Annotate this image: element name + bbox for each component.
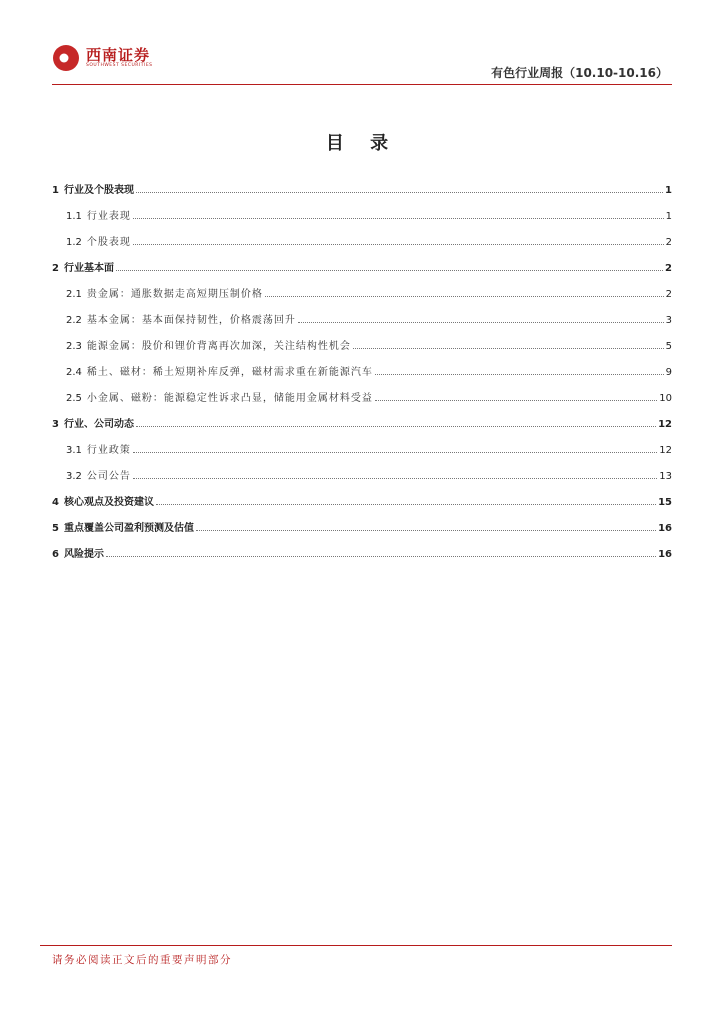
toc-entry-page: 12: [659, 445, 672, 456]
toc-entry-number: 2.4: [66, 367, 82, 378]
toc-leader-dots: [136, 192, 663, 193]
toc-entry-number: 4: [52, 497, 59, 508]
toc-leader-dots: [196, 530, 656, 531]
toc-entry-number: 3.1: [66, 445, 82, 456]
toc-entry-3-1[interactable]: [52, 430, 672, 456]
toc-entry-number: 3: [52, 419, 59, 430]
toc-leader-dots: [136, 426, 656, 427]
table-of-contents: [52, 170, 672, 560]
toc-entry-number: 2.2: [66, 315, 82, 326]
toc-leader-dots: [375, 400, 657, 401]
toc-entry-3-2[interactable]: [52, 456, 672, 482]
toc-entry-number: 5: [52, 523, 59, 534]
toc-entry-4[interactable]: [52, 482, 672, 508]
toc-leader-dots: [298, 322, 664, 323]
toc-entry-number: 6: [52, 549, 59, 560]
toc-entry-number: 1: [52, 185, 59, 196]
toc-entry-text: 行业政策: [86, 445, 131, 456]
toc-leader-dots: [133, 244, 664, 245]
toc-entry-number: 1.1: [66, 211, 82, 222]
company-logo: [52, 40, 153, 76]
toc-entry-number: 2.1: [66, 289, 82, 300]
footer-divider: [40, 945, 672, 946]
toc-entry-text: 核心观点及投资建议: [63, 497, 154, 508]
toc-entry-3[interactable]: [52, 404, 672, 430]
toc-entry-number: 2.5: [66, 393, 82, 404]
toc-entry-page: 16: [658, 523, 672, 534]
toc-entry-page: 15: [658, 497, 672, 508]
toc-leader-dots: [133, 478, 657, 479]
toc-entry-text: 个股表现: [86, 237, 131, 248]
toc-leader-dots: [156, 504, 656, 505]
toc-leader-dots: [353, 348, 664, 349]
toc-leader-dots: [133, 452, 657, 453]
toc-entry-page: 13: [659, 471, 672, 482]
toc-entry-page: 1: [665, 185, 672, 196]
toc-entry-page: 12: [658, 419, 672, 430]
toc-entry-text: 贵金属：通胀数据走高短期压制价格: [86, 289, 263, 300]
toc-title: 目 录: [325, 133, 399, 154]
toc-entry-2[interactable]: [52, 248, 672, 274]
toc-entry-2-4[interactable]: [52, 352, 672, 378]
toc-entry-text: 重点覆盖公司盈利预测及估值: [63, 523, 194, 534]
toc-leader-dots: [106, 556, 656, 557]
toc-entry-2-2[interactable]: [52, 300, 672, 326]
toc-entry-1-1[interactable]: [52, 196, 672, 222]
toc-entry-text: 行业及个股表现: [63, 185, 134, 196]
page-header: [52, 40, 672, 86]
toc-entry-text: 能源金属：股价和锂价背离再次加深，关注结构性机会: [86, 341, 351, 352]
toc-leader-dots: [116, 270, 663, 271]
toc-entry-text: 公司公告: [86, 471, 131, 482]
toc-entry-page: 9: [665, 367, 672, 378]
toc-leader-dots: [375, 374, 664, 375]
toc-entry-text: 稀土、磁材：稀土短期补库反弹，磁材需求重在新能源汽车: [86, 367, 373, 378]
toc-entry-2-1[interactable]: [52, 274, 672, 300]
logo-emblem-icon: [52, 44, 80, 72]
toc-entry-text: 行业基本面: [63, 263, 114, 274]
toc-entry-number: 1.2: [66, 237, 82, 248]
toc-entry-5[interactable]: [52, 508, 672, 534]
toc-entry-text: 行业、公司动态: [63, 419, 134, 430]
toc-entry-number: 3.2: [66, 471, 82, 482]
toc-entry-text: 基本金属：基本面保持韧性，价格震荡回升: [86, 315, 296, 326]
toc-leader-dots: [265, 296, 664, 297]
header-divider: [52, 84, 672, 85]
toc-entry-page: 2: [665, 263, 672, 274]
toc-leader-dots: [133, 218, 664, 219]
toc-entry-text: 风险提示: [63, 549, 104, 560]
toc-entry-page: 16: [658, 549, 672, 560]
report-title: 有色行业周报（10.10-10.16）: [491, 66, 668, 80]
toc-entry-2-5[interactable]: [52, 378, 672, 404]
toc-entry-number: 2: [52, 263, 59, 274]
toc-entry-page: 3: [665, 315, 672, 326]
toc-entry-text: 小金属、磁粉：能源稳定性诉求凸显，储能用金属材料受益: [86, 393, 373, 404]
toc-entry-1[interactable]: [52, 170, 672, 196]
logo-english-name: SOUTHWEST SECURITIES: [86, 63, 153, 68]
toc-entry-page: 2: [665, 237, 672, 248]
footer-disclaimer: 请务必阅读正文后的重要声明部分: [52, 954, 232, 966]
toc-entry-page: 10: [659, 393, 672, 404]
toc-entry-1-2[interactable]: [52, 222, 672, 248]
toc-entry-text: 行业表现: [86, 211, 131, 222]
toc-entry-page: 1: [665, 211, 672, 222]
toc-entry-6[interactable]: [52, 534, 672, 560]
toc-entry-2-3[interactable]: [52, 326, 672, 352]
toc-entry-page: 2: [665, 289, 672, 300]
toc-entry-number: 2.3: [66, 341, 82, 352]
toc-entry-page: 5: [665, 341, 672, 352]
logo-chinese-name: 西南证券: [86, 46, 151, 64]
